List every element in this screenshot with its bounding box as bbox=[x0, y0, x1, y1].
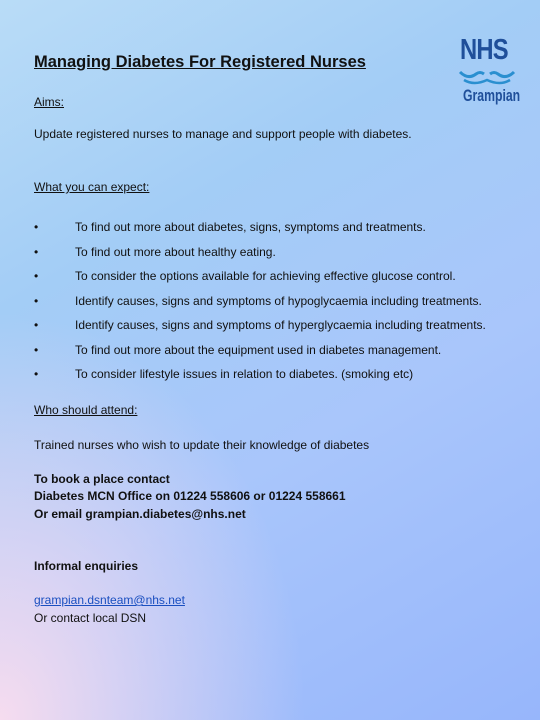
list-item-text: To find out more about healthy eating. bbox=[75, 244, 276, 259]
page-title: Managing Diabetes For Registered Nurses bbox=[34, 53, 366, 71]
list-item bbox=[34, 343, 524, 368]
list-item-text: To consider lifestyle issues in relation to diabetes. (smoking etc) bbox=[75, 367, 414, 381]
booking-line-1: To book a place contact bbox=[34, 472, 170, 486]
enquiries-heading: Informal enquiries bbox=[34, 559, 139, 573]
list-item-text: Identify causes, signs and symptoms of hypoglycaemia including treatments. bbox=[75, 293, 482, 308]
bullet-icon: • bbox=[34, 244, 39, 259]
enquiries-alt-text: Or contact local DSN bbox=[34, 611, 147, 625]
attend-text: Trained nurses who wish to update their knowledge of diabetes bbox=[34, 438, 370, 452]
list-item bbox=[34, 367, 524, 392]
expect-heading: What you can expect: bbox=[34, 180, 150, 194]
attend-heading: Who should attend: bbox=[34, 403, 138, 417]
list-item bbox=[34, 294, 524, 319]
thistle-wave-icon bbox=[458, 68, 516, 86]
list-item-text: To consider the options available for achieving effective glucose control. bbox=[75, 269, 456, 283]
bullet-icon: • bbox=[34, 342, 39, 357]
bullet-icon: • bbox=[34, 318, 39, 332]
bullet-icon: • bbox=[34, 269, 39, 283]
list-item-text: Identify causes, signs and symptoms of hyperglycaemia including treatments. bbox=[75, 318, 486, 332]
aims-text: Update registered nurses to manage and support people with diabetes. bbox=[34, 127, 412, 141]
list-item bbox=[34, 318, 524, 343]
bullet-icon: • bbox=[34, 293, 39, 308]
expect-list bbox=[34, 220, 524, 392]
aims-heading: Aims: bbox=[34, 95, 64, 109]
bullet-icon: • bbox=[34, 220, 39, 234]
list-item-text: To find out more about diabetes, signs, symptoms and treatments. bbox=[75, 220, 426, 234]
booking-line-2: Diabetes MCN Office on 01224 558606 or 01224 558661 bbox=[34, 489, 346, 503]
list-item-text: To find out more about the equipment used in diabetes management. bbox=[75, 342, 442, 357]
list-item bbox=[34, 269, 524, 294]
list-item bbox=[34, 245, 524, 270]
nhs-grampian-logo bbox=[456, 34, 521, 108]
logo-grampian-text: Grampian bbox=[463, 86, 521, 105]
list-item bbox=[34, 220, 524, 245]
booking-line-3: Or email grampian.diabetes@nhs.net bbox=[34, 507, 246, 521]
logo-nhs-text: NHS bbox=[460, 34, 508, 66]
bullet-icon: • bbox=[34, 367, 39, 381]
dsn-email-link[interactable]: grampian.dsnteam@nhs.net bbox=[34, 593, 185, 607]
